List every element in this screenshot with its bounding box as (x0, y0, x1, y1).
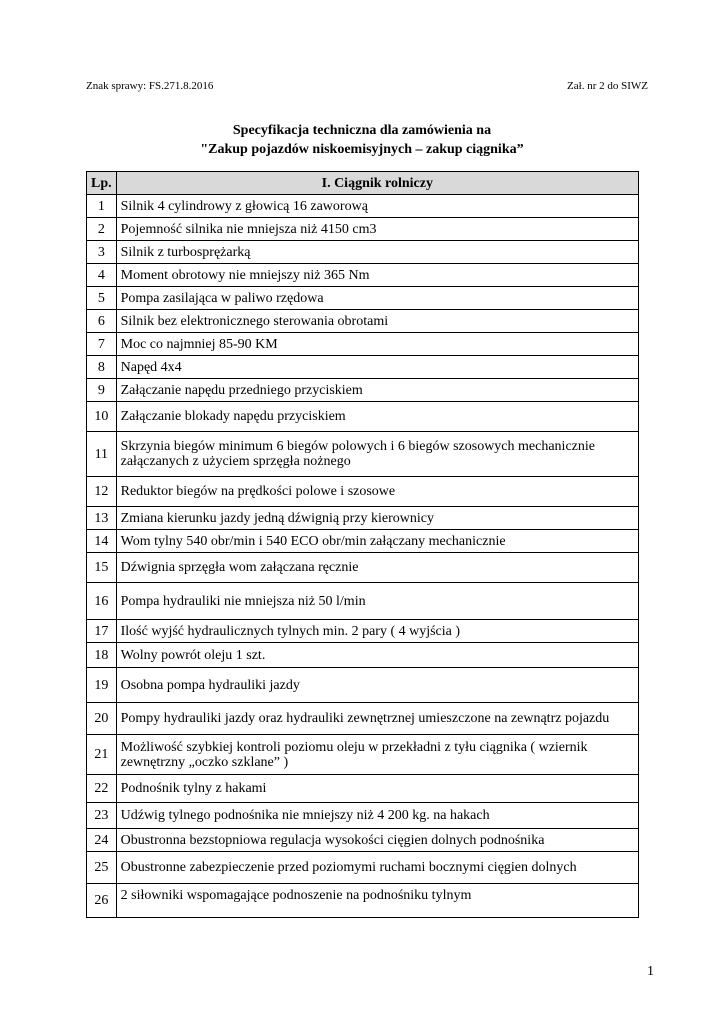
table-row (87, 310, 639, 333)
row-lp: 3 (87, 241, 117, 264)
table-row (87, 432, 639, 477)
table-row (87, 379, 639, 402)
table-row (87, 668, 639, 703)
row-lp: 25 (87, 852, 117, 884)
row-text: Silnik 4 cylindrowy z głowicą 16 zaworową (116, 195, 638, 218)
row-text: Pompy hydrauliki jazdy oraz hydrauliki zewnętrznej umieszczone na zewnątrz pojazdu (116, 703, 638, 735)
table-row (87, 829, 639, 852)
row-text: Moc co najmniej 85-90 KM (116, 333, 638, 356)
header-attachment-label: Zał. nr 2 do SIWZ (567, 80, 648, 92)
row-lp: 16 (87, 583, 117, 620)
row-lp: 8 (87, 356, 117, 379)
table-row (87, 333, 639, 356)
table-row (87, 195, 639, 218)
row-lp: 5 (87, 287, 117, 310)
table-row (87, 643, 639, 668)
row-text: Osobna pompa hydrauliki jazdy (116, 668, 638, 703)
table-row (87, 287, 639, 310)
row-text: Silnik z turbosprężarką (116, 241, 638, 264)
table-row (87, 477, 639, 507)
table-row (87, 356, 639, 379)
table-row (87, 703, 639, 735)
table-row (87, 620, 639, 643)
row-lp: 19 (87, 668, 117, 703)
row-text: Wolny powrót oleju 1 szt. (116, 643, 638, 668)
column-header-lp: Lp. (87, 172, 117, 195)
row-lp: 22 (87, 775, 117, 803)
row-lp: 17 (87, 620, 117, 643)
row-text: Wom tylny 540 obr/min i 540 ECO obr/min załączany mechanicznie (116, 530, 638, 553)
table-row (87, 530, 639, 553)
row-text: Udźwig tylnego podnośnika nie mniejszy niż 4 200 kg. na hakach (116, 803, 638, 829)
page-number: 1 (647, 964, 654, 979)
table-row (87, 803, 639, 829)
row-text: Załączanie blokady napędu przyciskiem (116, 402, 638, 432)
row-text: Możliwość szybkiej kontroli poziomu oleju w przekładni z tyłu ciągnika ( wziernik zewnętrzny „oczko szklane” ) (116, 735, 638, 775)
table-row (87, 553, 639, 583)
table-row (87, 507, 639, 530)
title-line-1: Specyfikacja techniczna dla zamówienia na (232, 123, 492, 138)
row-lp: 9 (87, 379, 117, 402)
table-row (87, 264, 639, 287)
row-lp: 7 (87, 333, 117, 356)
row-lp: 10 (87, 402, 117, 432)
row-text: Dźwignia sprzęgła wom załączana ręcznie (116, 553, 638, 583)
table-row (87, 241, 639, 264)
column-header-title: I. Ciągnik rolniczy (116, 172, 638, 195)
row-text: Skrzynia biegów minimum 6 biegów polowych i 6 biegów szosowych mechanicznie załączanych z użyciem sprzęgła nożnego (116, 432, 638, 477)
row-text: Pompa zasilająca w paliwo rzędowa (116, 287, 638, 310)
row-lp: 15 (87, 553, 117, 583)
table-row (87, 852, 639, 884)
row-text: Pojemność silnika nie mniejsza niż 4150 cm3 (116, 218, 638, 241)
row-lp: 12 (87, 477, 117, 507)
table-row (87, 775, 639, 803)
row-lp: 1 (87, 195, 117, 218)
row-lp: 18 (87, 643, 117, 668)
row-text: Obustronne zabezpieczenie przed poziomymi ruchami bocznymi cięgien dolnych (116, 852, 638, 884)
row-lp: 26 (87, 884, 117, 918)
row-lp: 21 (87, 735, 117, 775)
row-text: Podnośnik tylny z hakami (116, 775, 638, 803)
table-row (87, 218, 639, 241)
row-lp: 13 (87, 507, 117, 530)
row-text: Zmiana kierunku jazdy jedną dźwignią przy kierownicy (116, 507, 638, 530)
row-lp: 24 (87, 829, 117, 852)
row-lp: 23 (87, 803, 117, 829)
row-lp: 2 (87, 218, 117, 241)
specification-table (86, 171, 639, 918)
row-lp: 4 (87, 264, 117, 287)
title-line-2: "Zakup pojazdów niskoemisyjnych – zakup ciągnika” (200, 142, 524, 157)
row-lp: 14 (87, 530, 117, 553)
row-text: Moment obrotowy nie mniejszy niż 365 Nm (116, 264, 638, 287)
row-text: Obustronna bezstopniowa regulacja wysokości cięgien dolnych podnośnika (116, 829, 638, 852)
table-row (87, 402, 639, 432)
row-text: Załączanie napędu przedniego przyciskiem (116, 379, 638, 402)
row-text: Silnik bez elektronicznego sterowania obrotami (116, 310, 638, 333)
row-text: Napęd 4x4 (116, 356, 638, 379)
row-lp: 20 (87, 703, 117, 735)
row-lp: 6 (87, 310, 117, 333)
row-text: 2 siłowniki wspomagające podnoszenie na podnośniku tylnym (116, 884, 638, 918)
table-row (87, 583, 639, 620)
row-lp: 11 (87, 432, 117, 477)
row-text: Reduktor biegów na prędkości polowe i szosowe (116, 477, 638, 507)
table-row (87, 735, 639, 775)
table-header-row (87, 172, 639, 195)
table-row (87, 884, 639, 918)
row-text: Pompa hydrauliki nie mniejsza niż 50 l/min (116, 583, 638, 620)
document-title (0, 121, 724, 159)
row-text: Ilość wyjść hydraulicznych tylnych min. 2 pary ( 4 wyjścia ) (116, 620, 638, 643)
header-case-number: Znak sprawy: FS.271.8.2016 (86, 80, 214, 92)
